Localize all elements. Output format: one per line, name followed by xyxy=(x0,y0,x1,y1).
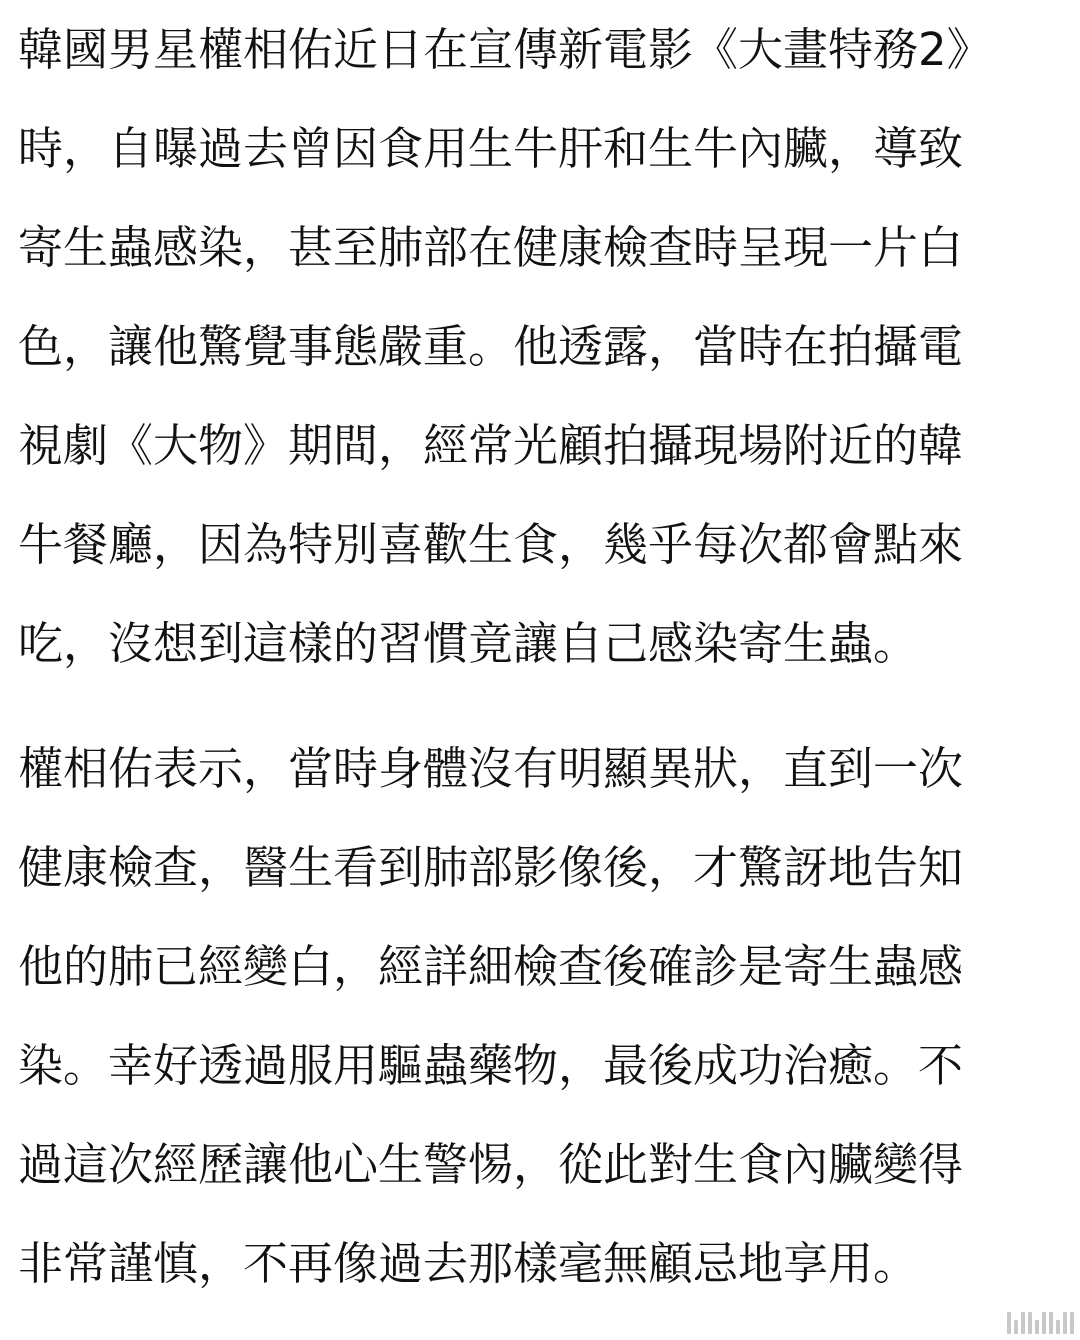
paragraph-2 xyxy=(18,719,1054,1313)
text-line: 非常謹慎，不再像過去那樣毫無顧忌地享用。 xyxy=(18,1237,919,1290)
watermark-bar xyxy=(1056,1320,1060,1334)
text-line: 過這次經歷讓他心生警惕，從此對生食內臟變得 xyxy=(18,1138,964,1191)
watermark-bar xyxy=(1007,1312,1011,1334)
watermark-bar xyxy=(1021,1312,1025,1334)
article-body xyxy=(18,0,1054,1313)
text-line: 視劇《大物》期間，經常光顧拍攝現場附近的韓 xyxy=(18,419,964,472)
text-line: 牛餐廳，因為特別喜歡生食，幾乎每次都會點來 xyxy=(18,518,964,571)
paragraph-1 xyxy=(18,0,1054,693)
text-line: 寄生蟲感染，甚至肺部在健康檢查時呈現一片白 xyxy=(18,221,964,274)
watermark-bar xyxy=(1028,1312,1032,1334)
watermark-bar xyxy=(1063,1312,1067,1334)
text-line: 染。幸好透過服用驅蟲藥物，最後成功治癒。不 xyxy=(18,1039,964,1092)
text-line: 色，讓他驚覺事態嚴重。他透露，當時在拍攝電 xyxy=(18,320,964,373)
text-line: 他的肺已經變白，經詳細檢查後確診是寄生蟲感 xyxy=(18,940,964,993)
watermark-bar xyxy=(1070,1312,1074,1334)
watermark-bar xyxy=(1042,1312,1046,1334)
watermark-bar xyxy=(1035,1320,1039,1334)
paragraph-spacer xyxy=(18,693,1054,719)
text-line: 權相佑表示，當時身體沒有明顯異狀，直到一次 xyxy=(18,742,964,795)
watermark-bar xyxy=(1014,1320,1018,1334)
watermark-bar xyxy=(1049,1312,1053,1334)
watermark-bars-icon xyxy=(1007,1312,1074,1334)
text-line: 健康檢查，醫生看到肺部影像後，才驚訝地告知 xyxy=(18,841,964,894)
text-line: 時，自曝過去曾因食用生牛肝和生牛內臟，導致 xyxy=(18,122,964,175)
text-line: 韓國男星權相佑近日在宣傳新電影《大畫特務2》 xyxy=(18,23,992,76)
text-line: 吃，沒想到這樣的習慣竟讓自己感染寄生蟲。 xyxy=(18,617,919,670)
